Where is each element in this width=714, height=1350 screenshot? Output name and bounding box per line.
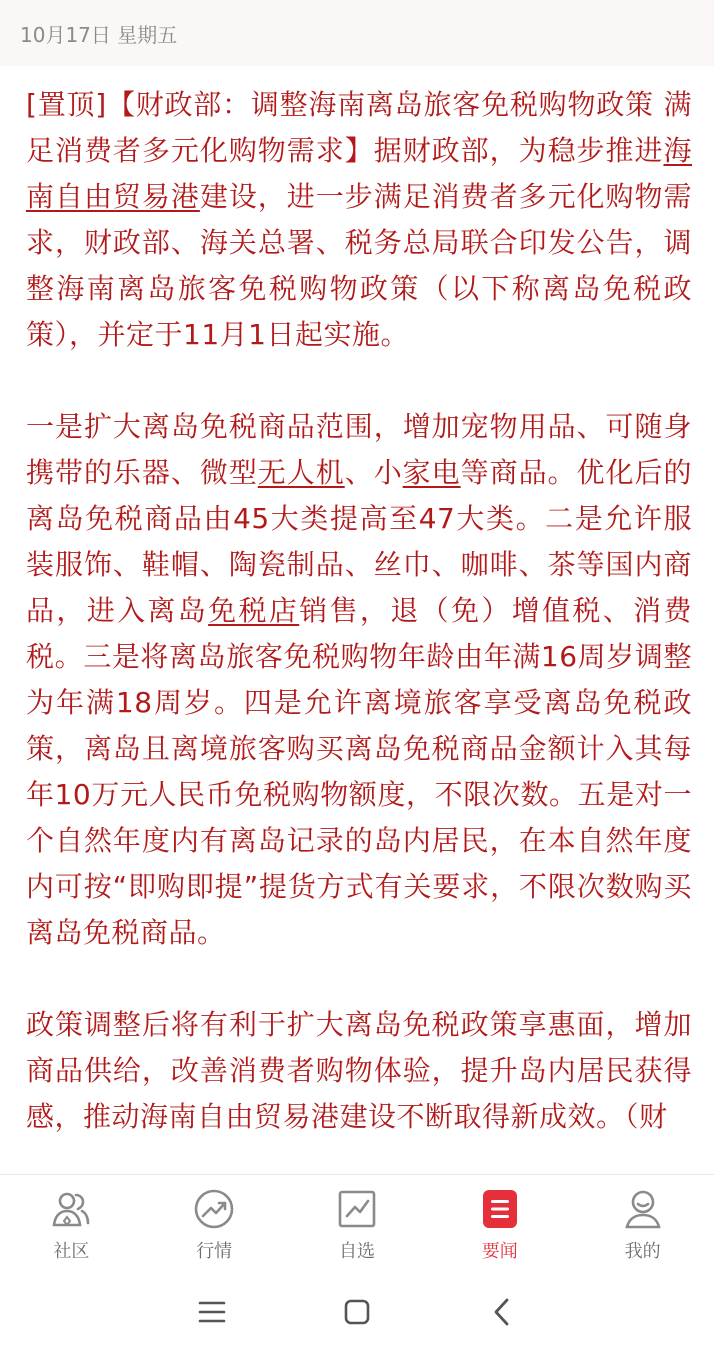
status-date-bar <box>0 0 714 66</box>
date-label: 10月17日 星期五 <box>20 22 178 47</box>
system-nav-bar <box>0 1274 714 1350</box>
link-duty-free-shop[interactable]: 免税店 <box>208 594 300 627</box>
paragraph-text: 、小 <box>344 456 403 489</box>
tab-label: 我的 <box>624 1241 661 1262</box>
article-paragraph-2 <box>26 404 692 956</box>
link-hainan-ftz[interactable]: 海南自由贸易港 <box>26 134 692 213</box>
article-paragraph-3: 政策调整后将有利于扩大离岛免税政策享惠面，增加商品供给，改善消费者购物体验，提升岛内居民获得感，推动海南自由贸易港建设不断取得新成效。（财 <box>26 1008 692 1133</box>
bottom-tab-bar <box>0 1174 714 1275</box>
tab-watchlist[interactable] <box>286 1175 429 1275</box>
tab-news[interactable] <box>428 1175 571 1275</box>
tab-label: 要闻 <box>481 1241 518 1262</box>
paragraph-text: 建设，进一步满足消费者多元化购物需求，财政部、海关总署、税务总局联合印发公告，调整海南离岛旅客免税购物政策（以下称离岛免税政策），并定于11月1日起实施。 <box>26 180 692 351</box>
paragraph-text: 销售，退（免）增值税、消费税。三是将离岛旅客免税购物年龄由年满16周岁调整为年满18周岁。四是允许离境旅客享受离岛免税政策，离岛且离境旅客购买离岛免税商品金额计入其每年10万元人民币免税购物额度，不限次数。五是对一个自然年度内有离岛记录的岛内居民，在本自然年度内可按“即购即提”提货方式有关要求，不限次数购买离岛免税商品。 <box>26 594 692 949</box>
article-body[interactable] <box>0 66 714 1174</box>
paragraph-text: [置顶]【财政部：调整海南离岛旅客免税购物政策 满足消费者多元化购物需求】据财政部，为稳步推进 <box>26 88 692 167</box>
back-button[interactable] <box>482 1292 522 1332</box>
tab-label: 行情 <box>196 1241 233 1262</box>
paragraph-text: 一是扩大离岛免税商品范围，增加宠物用品、可随身携带的乐器、微型 <box>26 410 692 489</box>
tab-profile[interactable] <box>571 1175 714 1275</box>
link-drone[interactable]: 无人机 <box>257 456 345 489</box>
news-icon <box>478 1187 522 1231</box>
home-button[interactable] <box>337 1292 377 1332</box>
community-icon <box>49 1187 93 1231</box>
watchlist-chart-icon <box>335 1187 379 1231</box>
tab-community[interactable] <box>0 1175 143 1275</box>
tab-label: 自选 <box>338 1241 375 1262</box>
paragraph-text: 等商品。优化后的离岛免税商品由45大类提高至47大类。二是允许服装服饰、鞋帽、陶瓷制品、丝巾、咖啡、茶等国内商品，进入离岛 <box>26 456 692 627</box>
link-appliance[interactable]: 家电 <box>402 456 461 489</box>
tab-market[interactable] <box>143 1175 286 1275</box>
recent-apps-button[interactable] <box>192 1292 232 1332</box>
article-paragraph-1 <box>26 82 692 358</box>
profile-icon <box>621 1187 665 1231</box>
tab-label: 社区 <box>53 1241 90 1262</box>
market-trend-icon <box>192 1187 236 1231</box>
